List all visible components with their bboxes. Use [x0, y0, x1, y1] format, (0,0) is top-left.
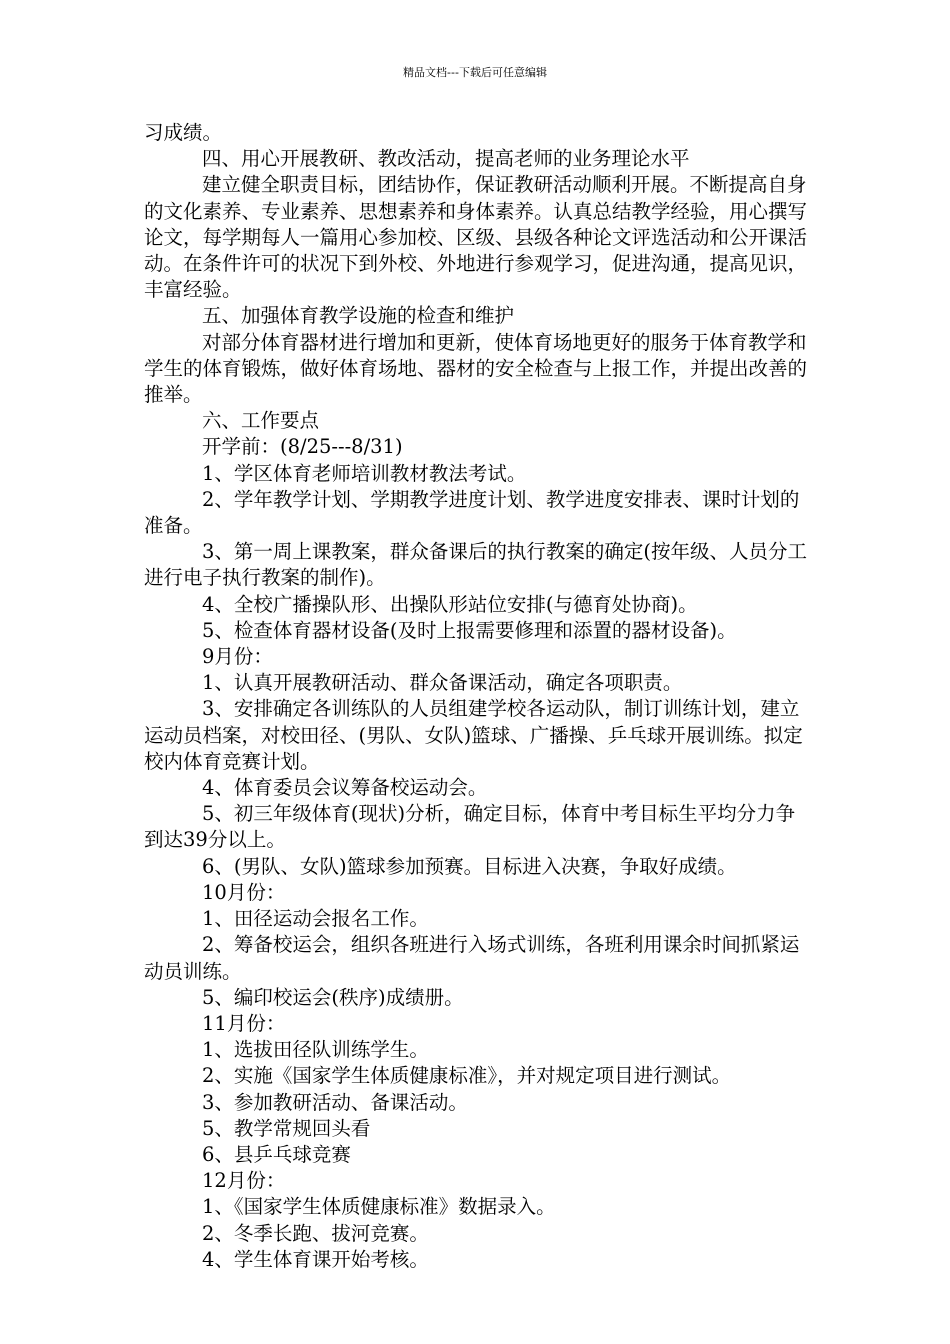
section-heading: 四、用心开展教研、教改活动，提高老师的业务理论水平 [202, 147, 690, 171]
list-item: 4、体育委员会议筹备校运动会。 [202, 776, 488, 800]
period-heading: 12月份： [202, 1169, 286, 1193]
section-heading: 五、加强体育教学设施的检查和维护 [202, 304, 515, 328]
page-header: 精品文档---下载后可任意编辑 [403, 66, 547, 79]
list-item: 6、(男队、女队)篮球参加预赛。目标进入决赛，争取好成绩。 [202, 854, 737, 878]
list-item: 1、学区体育老师培训教材教法考试。 [202, 461, 527, 485]
period-heading: 开学前：(8/25---8/31) [202, 435, 403, 459]
list-item: 1、《国家学生体质健康标准》数据录入。 [202, 1195, 556, 1219]
paragraph: 习成绩。 [144, 121, 223, 144]
period-heading: 11月份： [202, 1011, 286, 1035]
list-item: 2、实施《国家学生体质健康标准》，并对规定项目进行测试。 [202, 1064, 732, 1088]
list-item: 1、选拔田径队训练学生。 [202, 1038, 429, 1062]
list-item: 5、检查体育器材设备(及时上报需要修理和添置的器材设备)。 [202, 618, 737, 642]
list-item: 5、教学常规回头看 [202, 1116, 371, 1140]
list-item: 6、县乒乓球竞赛 [202, 1142, 351, 1166]
list-item: 3、安排确定各训练队的人员组建学校各运动队，制订训练计划，建立运动员档案，对校田径、(男队、女队)篮球、广播操、乒乓球开展训练。拟定校内体育竞赛计划。 [144, 697, 803, 773]
section-heading: 六、工作要点 [202, 409, 320, 433]
list-item: 3、参加教研活动、备课活动。 [202, 1090, 468, 1114]
list-item: 1、田径运动会报名工作。 [202, 907, 429, 931]
paragraph: 建立健全职责目标，团结协作，保证教研活动顺利开展。不断提高自身的文化素养、专业素养、思想素养和身体素养。认真总结教学经验，用心撰写论文，每学期每人一篇用心参加校、区级、县级各种论文评选活动和公开课活动。在条件许可的状况下到外校、外地进行参观学习，促进沟通，提高见识，丰富经验。 [144, 173, 808, 302]
list-item: 2、冬季长跑、拔河竞赛。 [202, 1221, 429, 1245]
list-item: 1、认真开展教研活动、群众备课活动，确定各项职责。 [202, 671, 683, 695]
list-item: 4、全校广播操队形、出操队形站位安排(与德育处协商)。 [202, 592, 698, 616]
document-body [144, 120, 808, 1273]
list-item: 2、学年教学计划、学期教学进度计划、教学进度安排表、课时计划的准备。 [144, 487, 800, 538]
period-heading: 10月份： [202, 880, 286, 904]
list-item: 3、第一周上课教案，群众备课后的执行教案的确定(按年级、人员分工进行电子执行教案的制作)。 [144, 540, 808, 590]
period-heading: 9月份： [202, 645, 273, 669]
list-item: 4、学生体育课开始考核。 [202, 1247, 429, 1271]
list-item: 5、初三年级体育(现状)分析，确定目标，体育中考目标生平均分力争到达39分以上。 [144, 802, 796, 852]
list-item: 5、编印校运会(秩序)成绩册。 [202, 985, 464, 1009]
list-item: 2、筹备校运会，组织各班进行入场式训练，各班利用课余时间抓紧运动员训练。 [144, 933, 800, 983]
paragraph: 对部分体育器材进行增加和更新，使体育场地更好的服务于体育教学和学生的体育锻炼，做好体育场地、器材的安全检查与上报工作，并提出改善的推举。 [144, 330, 808, 407]
